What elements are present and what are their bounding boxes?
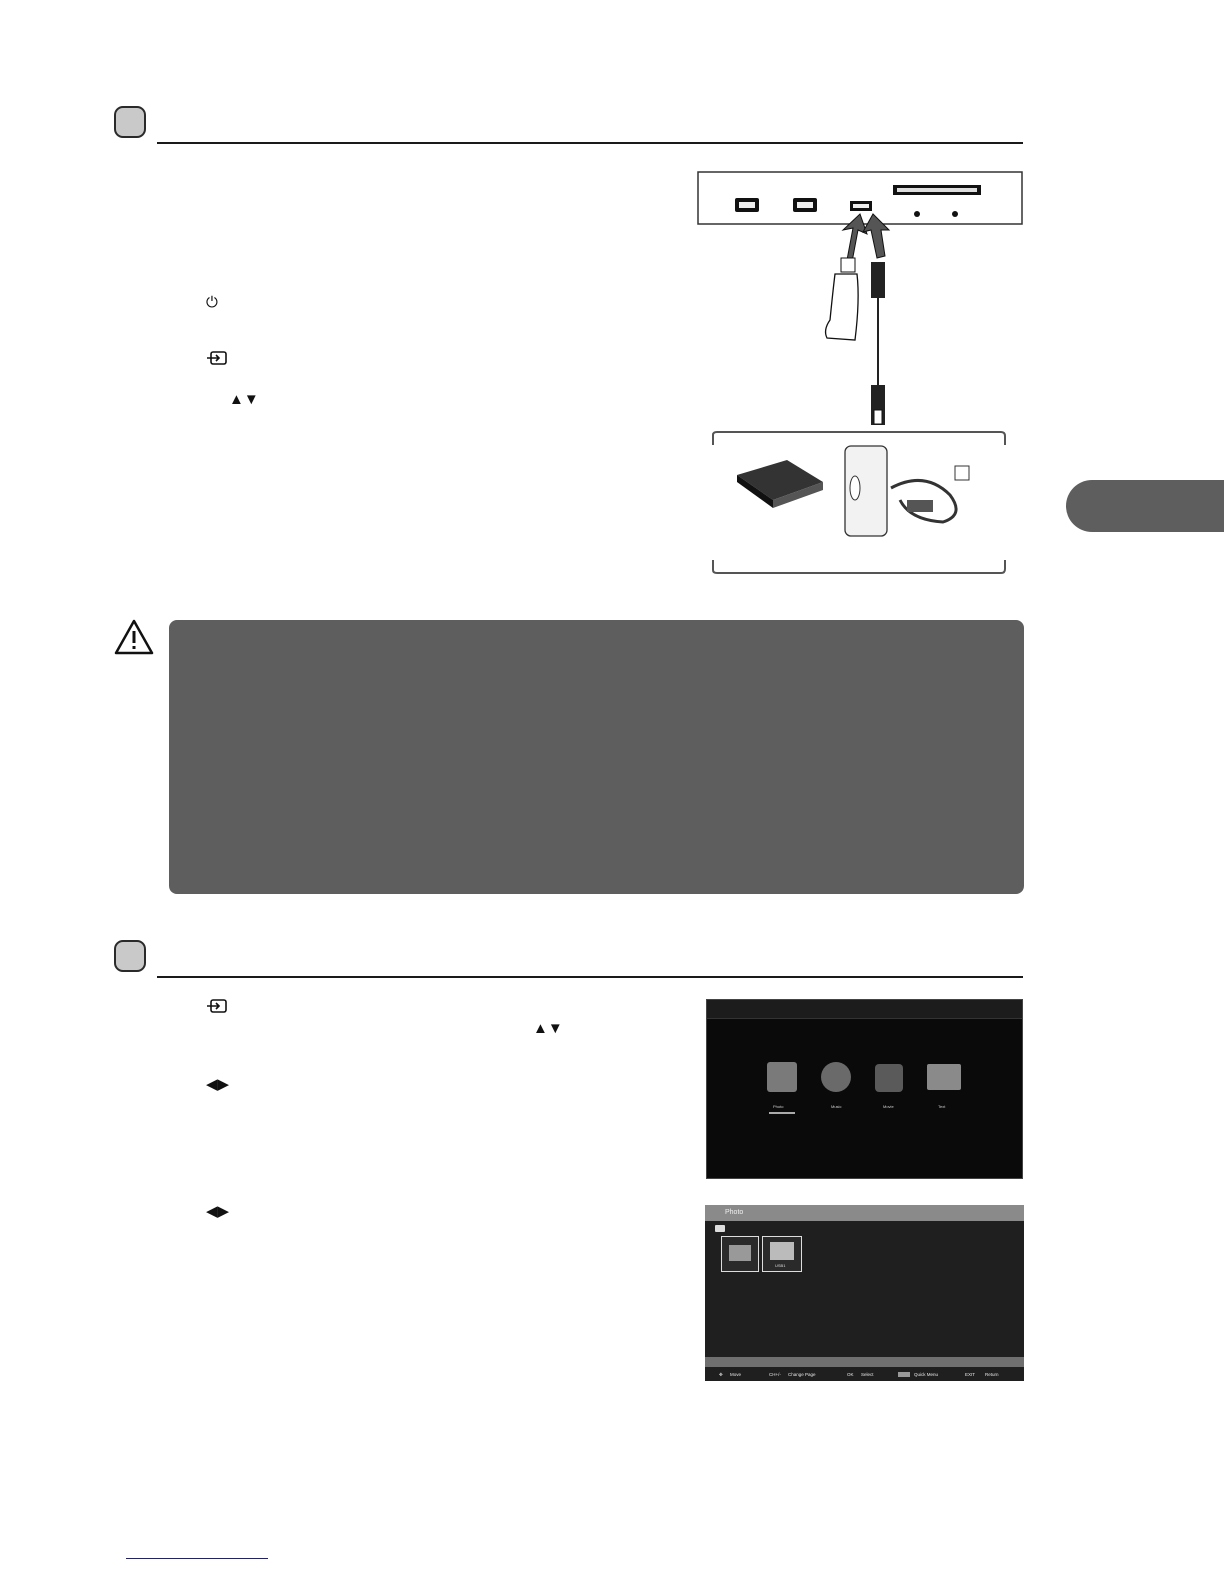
caution-icon [113,618,155,661]
usb-folder-tile[interactable] [762,1236,802,1272]
menu-item-music[interactable]: Music [831,1104,842,1109]
music-app-icon [821,1062,851,1092]
step-badge-1 [114,106,146,138]
input-source-icon-2 [207,999,229,1018]
footer-quick-menu-key [898,1372,910,1377]
menu-item-photo[interactable]: Photo [773,1104,784,1109]
chapter-tab [1066,480,1224,532]
menu-item-movie[interactable]: Movie [883,1104,894,1109]
footer-page-label: Change Page [788,1372,816,1377]
return-icon [729,1245,751,1261]
menu-item-text[interactable]: Text [938,1104,946,1109]
up-down-arrows-icon-2: ▲▼ [533,1020,563,1037]
photo-title-bar [705,1205,1024,1221]
folder-icon [715,1225,725,1232]
photo-bottom-bar [705,1357,1024,1367]
up-down-arrows-icon: ▲▼ [229,391,259,408]
power-icon: ⏻ [206,294,218,311]
movie-app-icon [875,1064,903,1092]
media-menu-screenshot [706,999,1023,1179]
footer-page-key: CH+/- [769,1372,781,1377]
back-folder-tile[interactable] [721,1236,759,1272]
photo-title: Photo [725,1209,744,1216]
photo-selection-highlight [769,1112,795,1114]
footer-quick-menu-label: Quick Menu [914,1372,939,1377]
section-divider-1 [157,142,1023,144]
footer-ok-label: Select [861,1372,874,1377]
left-right-arrows-icon-2: ◀▶ [206,1203,230,1220]
footer-ok-key: OK [847,1372,854,1377]
footer-exit-key: EXIT [965,1372,976,1377]
footer-link-underline [126,1558,268,1559]
photo-app-icon [767,1062,797,1092]
input-source-icon [207,351,229,370]
footer-move-label: Move [730,1372,742,1377]
caution-panel [169,620,1024,894]
footer-exit-label: Return [985,1372,999,1377]
usb-connection-illustration [695,170,1025,585]
left-right-arrows-icon: ◀▶ [206,1076,230,1093]
section-divider-2 [157,976,1023,978]
usb-folder-label: USB1 [775,1263,786,1268]
photo-footer [705,1369,1024,1381]
text-app-icon [927,1064,961,1090]
usb-thumbnail-icon [770,1242,794,1260]
step-badge-2 [114,940,146,972]
photo-browser-screenshot [705,1205,1024,1381]
footer-move-key: ✥ [719,1372,723,1377]
menu-top-bar [707,1000,1022,1019]
